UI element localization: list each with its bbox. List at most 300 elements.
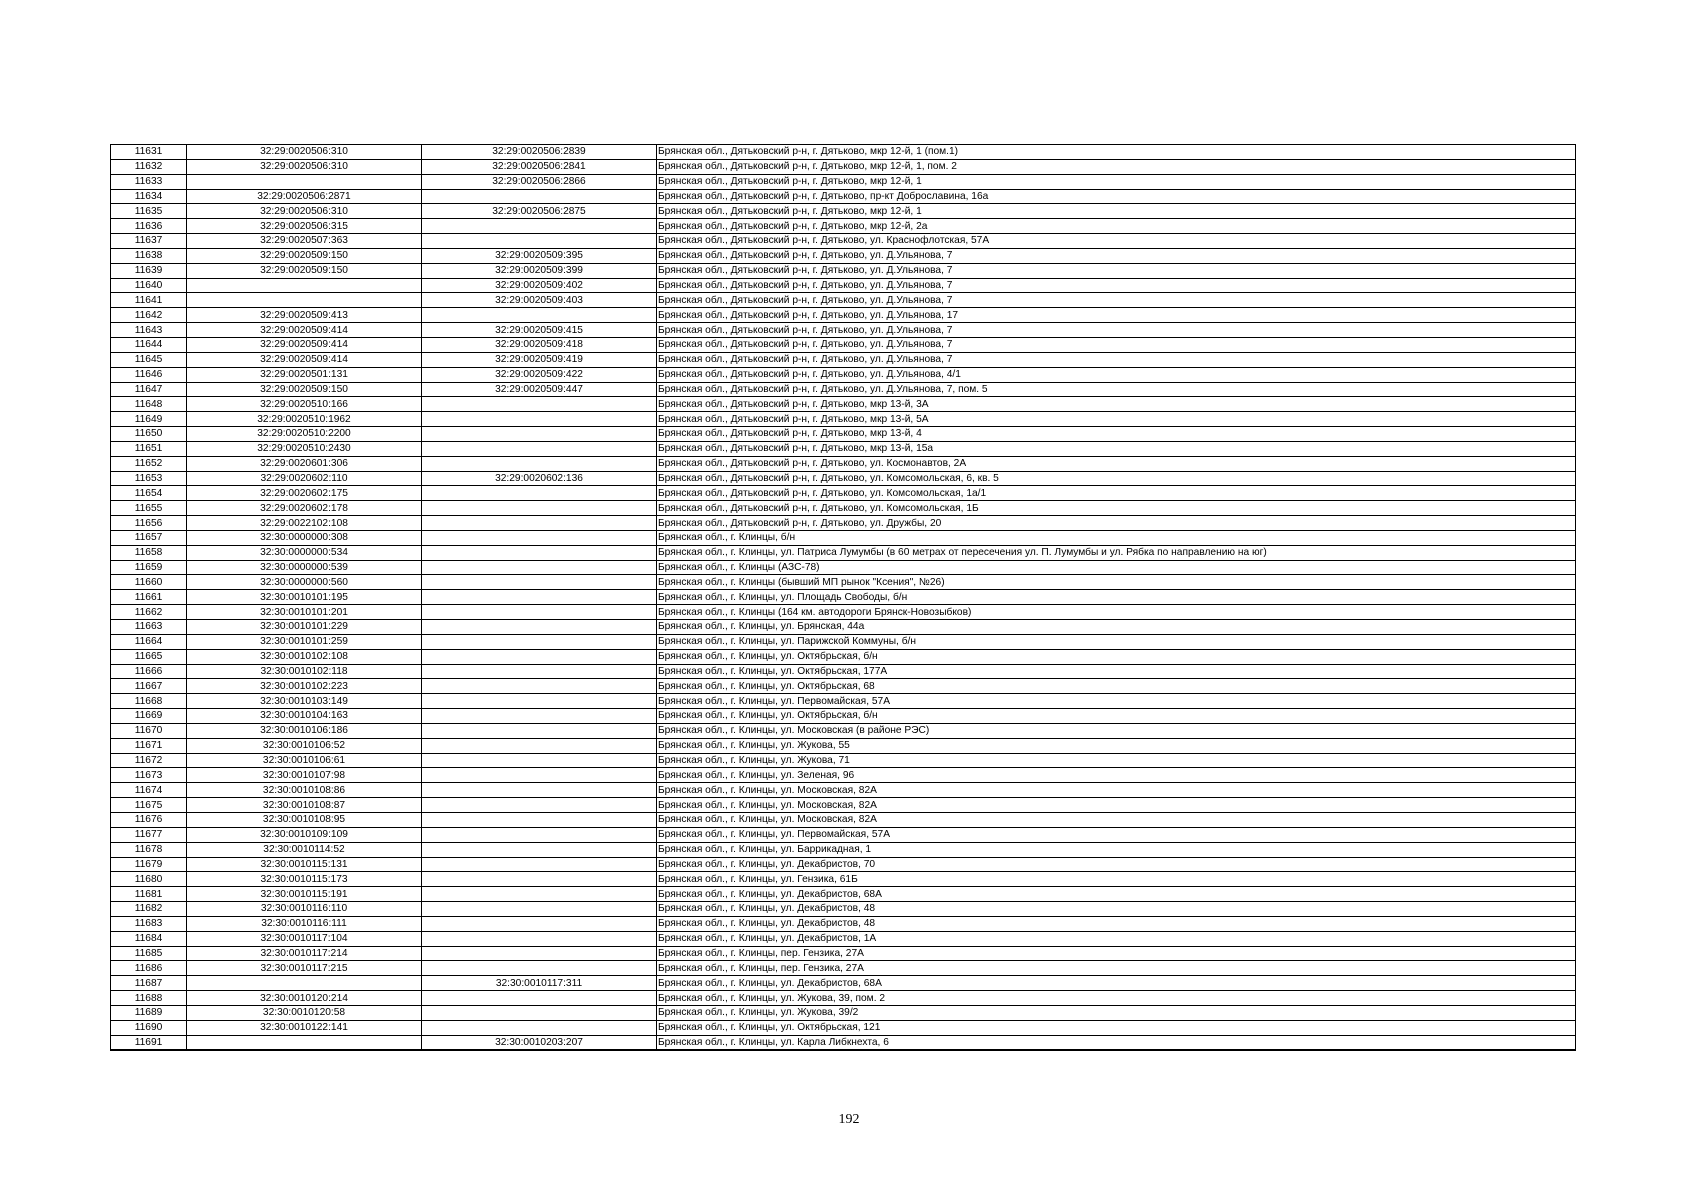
row-number-cell: 11661 [111,590,187,605]
parcel-cadastral-number-cell: 32:29:0020510:2430 [187,441,422,456]
parcel-cadastral-number-cell: 32:29:0020509:414 [187,337,422,352]
address-cell: Брянская обл., Дятьковский р-н, г. Дятьково, ул. Краснофлотская, 57А [657,234,1576,249]
row-number-cell: 11676 [111,812,187,827]
object-cadastral-number-cell [422,486,657,501]
row-number-cell: 11656 [111,516,187,531]
table-row [111,323,1576,338]
object-cadastral-number-cell [422,664,657,679]
address-cell: Брянская обл., Дятьковский р-н, г. Дятьково, мкр 12-й, 1 (пом.1) [657,145,1576,160]
table-row [111,530,1576,545]
object-cadastral-number-cell [422,694,657,709]
address-cell: Брянская обл., г. Клинцы, ул. Декабристов, 68А [657,887,1576,902]
object-cadastral-number-cell: 32:30:0010203:207 [422,1035,657,1050]
object-cadastral-number-cell [422,827,657,842]
address-cell: Брянская обл., г. Клинцы, ул. Октябрьская, 177А [657,664,1576,679]
row-number-cell: 11644 [111,337,187,352]
parcel-cadastral-number-cell: 32:29:0020506:2871 [187,189,422,204]
address-cell: Брянская обл., г. Клинцы, ул. Московская, 82А [657,798,1576,813]
address-cell: Брянская обл., Дятьковский р-н, г. Дятьково, мкр 13-й, 3А [657,397,1576,412]
row-number-cell: 11680 [111,872,187,887]
row-number-cell: 11636 [111,219,187,234]
row-number-cell: 11652 [111,456,187,471]
parcel-cadastral-number-cell: 32:30:0010104:163 [187,709,422,724]
table-row [111,174,1576,189]
table-row [111,248,1576,263]
table-row [111,649,1576,664]
address-cell: Брянская обл., Дятьковский р-н, г. Дятьково, мкр 13-й, 15а [657,441,1576,456]
table-row [111,946,1576,961]
address-cell: Брянская обл., г. Клинцы, ул. Патриса Лумумбы (в 60 метрах от пересечения ул. П. Лумумбы и ул. Рябка по направлению на юг) [657,545,1576,560]
row-number-cell: 11681 [111,887,187,902]
row-number-cell: 11671 [111,738,187,753]
parcel-cadastral-number-cell: 32:30:0010106:52 [187,738,422,753]
table-row [111,234,1576,249]
object-cadastral-number-cell [422,427,657,442]
object-cadastral-number-cell [422,441,657,456]
table-row [111,456,1576,471]
row-number-cell: 11640 [111,278,187,293]
table-row [111,441,1576,456]
table-row [111,827,1576,842]
address-cell: Брянская обл., г. Клинцы, ул. Жукова, 55 [657,738,1576,753]
parcel-cadastral-number-cell: 32:30:0010115:173 [187,872,422,887]
parcel-cadastral-number-cell: 32:30:0010117:215 [187,961,422,976]
parcel-cadastral-number-cell [187,293,422,308]
parcel-cadastral-number-cell: 32:29:0020510:1962 [187,412,422,427]
row-number-cell: 11633 [111,174,187,189]
parcel-cadastral-number-cell: 32:29:0022102:108 [187,516,422,531]
address-cell: Брянская обл., г. Клинцы, ул. Московская (в районе РЭС) [657,723,1576,738]
object-cadastral-number-cell [422,545,657,560]
object-cadastral-number-cell: 32:29:0020509:415 [422,323,657,338]
address-cell: Брянская обл., г. Клинцы, ул. Первомайская, 57А [657,694,1576,709]
object-cadastral-number-cell: 32:29:0020506:2841 [422,159,657,174]
row-number-cell: 11635 [111,204,187,219]
table-row [111,1020,1576,1035]
table-row [111,753,1576,768]
row-number-cell: 11689 [111,1005,187,1020]
object-cadastral-number-cell [422,219,657,234]
table-row [111,931,1576,946]
table-row [111,664,1576,679]
parcel-cadastral-number-cell: 32:29:0020509:150 [187,263,422,278]
object-cadastral-number-cell: 32:29:0020509:395 [422,248,657,263]
address-cell: Брянская обл., г. Клинцы, ул. Октябрьская, б/н [657,709,1576,724]
row-number-cell: 11631 [111,145,187,160]
object-cadastral-number-cell: 32:29:0020602:136 [422,471,657,486]
parcel-cadastral-number-cell: 32:30:0010106:186 [187,723,422,738]
parcel-cadastral-number-cell: 32:29:0020509:150 [187,248,422,263]
parcel-cadastral-number-cell: 32:30:0010101:259 [187,634,422,649]
table-row [111,916,1576,931]
parcel-cadastral-number-cell [187,1035,422,1050]
object-cadastral-number-cell [422,842,657,857]
parcel-cadastral-number-cell: 32:30:0010115:191 [187,887,422,902]
object-cadastral-number-cell: 32:29:0020509:419 [422,352,657,367]
address-cell: Брянская обл., Дятьковский р-н, г. Дятьково, ул. Д.Ульянова, 7 [657,278,1576,293]
parcel-cadastral-number-cell: 32:30:0010108:95 [187,812,422,827]
address-cell: Брянская обл., г. Клинцы, ул. Площадь Свободы, б/н [657,590,1576,605]
object-cadastral-number-cell [422,234,657,249]
row-number-cell: 11649 [111,412,187,427]
object-cadastral-number-cell [422,575,657,590]
address-cell: Брянская обл., г. Клинцы, ул. Первомайская, 57А [657,827,1576,842]
object-cadastral-number-cell [422,560,657,575]
table-row [111,308,1576,323]
row-number-cell: 11655 [111,501,187,516]
parcel-cadastral-number-cell: 32:30:0010108:86 [187,783,422,798]
table-row [111,1005,1576,1020]
table-row [111,278,1576,293]
table-row [111,961,1576,976]
object-cadastral-number-cell [422,991,657,1006]
object-cadastral-number-cell [422,738,657,753]
table-row [111,367,1576,382]
parcel-cadastral-number-cell: 32:29:0020506:310 [187,159,422,174]
object-cadastral-number-cell [422,590,657,605]
table-row [111,620,1576,635]
object-cadastral-number-cell: 32:29:0020506:2839 [422,145,657,160]
table-row [111,605,1576,620]
table-row [111,471,1576,486]
address-cell: Брянская обл., г. Клинцы, пер. Гензика, 27А [657,961,1576,976]
object-cadastral-number-cell [422,961,657,976]
object-cadastral-number-cell [422,501,657,516]
object-cadastral-number-cell [422,946,657,961]
row-number-cell: 11650 [111,427,187,442]
address-cell: Брянская обл., г. Клинцы, ул. Декабристов, 1А [657,931,1576,946]
address-cell: Брянская обл., г. Клинцы, ул. Декабристов, 48 [657,916,1576,931]
object-cadastral-number-cell [422,902,657,917]
object-cadastral-number-cell [422,397,657,412]
row-number-cell: 11679 [111,857,187,872]
address-cell: Брянская обл., г. Клинцы, ул. Октябрьская, б/н [657,649,1576,664]
address-cell: Брянская обл., г. Клинцы, ул. Декабристов, 48 [657,902,1576,917]
table-row [111,516,1576,531]
object-cadastral-number-cell [422,412,657,427]
address-cell: Брянская обл., г. Клинцы (бывший МП рынок "Ксения", №26) [657,575,1576,590]
row-number-cell: 11674 [111,783,187,798]
table-row [111,560,1576,575]
row-number-cell: 11663 [111,620,187,635]
parcel-cadastral-number-cell [187,976,422,991]
parcel-cadastral-number-cell: 32:29:0020602:110 [187,471,422,486]
address-cell: Брянская обл., г. Клинцы, ул. Декабристов, 68А [657,976,1576,991]
table-row [111,501,1576,516]
object-cadastral-number-cell [422,916,657,931]
object-cadastral-number-cell: 32:29:0020509:418 [422,337,657,352]
row-number-cell: 11691 [111,1035,187,1050]
address-cell: Брянская обл., Дятьковский р-н, г. Дятьково, ул. Комсомольская, 6, кв. 5 [657,471,1576,486]
row-number-cell: 11669 [111,709,187,724]
address-cell: Брянская обл., Дятьковский р-н, г. Дятьково, ул. Д.Ульянова, 7 [657,337,1576,352]
row-number-cell: 11678 [111,842,187,857]
address-cell: Брянская обл., г. Клинцы, ул. Октябрьская, 121 [657,1020,1576,1035]
address-cell: Брянская обл., г. Клинцы, пер. Гензика, 27А [657,946,1576,961]
address-cell: Брянская обл., Дятьковский р-н, г. Дятьково, ул. Д.Ульянова, 7, пом. 5 [657,382,1576,397]
parcel-cadastral-number-cell: 32:30:0010114:52 [187,842,422,857]
row-number-cell: 11672 [111,753,187,768]
row-number-cell: 11664 [111,634,187,649]
table-row [111,768,1576,783]
row-number-cell: 11667 [111,679,187,694]
table-row [111,397,1576,412]
address-cell: Брянская обл., г. Клинцы (164 км. автодороги Брянск-Новозыбков) [657,605,1576,620]
table-row [111,798,1576,813]
object-cadastral-number-cell [422,1020,657,1035]
table-row [111,412,1576,427]
address-cell: Брянская обл., г. Клинцы, ул. Баррикадная, 1 [657,842,1576,857]
address-cell: Брянская обл., г. Клинцы, ул. Парижской Коммуны, б/н [657,634,1576,649]
address-cell: Брянская обл., Дятьковский р-н, г. Дятьково, ул. Космонавтов, 2А [657,456,1576,471]
object-cadastral-number-cell [422,709,657,724]
table-row [111,159,1576,174]
row-number-cell: 11668 [111,694,187,709]
address-cell: Брянская обл., Дятьковский р-н, г. Дятьково, ул. Д.Ульянова, 7 [657,263,1576,278]
address-cell: Брянская обл., Дятьковский р-н, г. Дятьково, ул. Д.Ульянова, 4/1 [657,367,1576,382]
row-number-cell: 11647 [111,382,187,397]
row-number-cell: 11632 [111,159,187,174]
address-cell: Брянская обл., Дятьковский р-н, г. Дятьково, ул. Комсомольская, 1а/1 [657,486,1576,501]
address-cell: Брянская обл., Дятьковский р-н, г. Дятьково, пр-кт Доброславина, 16а [657,189,1576,204]
object-cadastral-number-cell [422,530,657,545]
parcel-cadastral-number-cell: 32:30:0010122:141 [187,1020,422,1035]
row-number-cell: 11639 [111,263,187,278]
row-number-cell: 11675 [111,798,187,813]
row-number-cell: 11684 [111,931,187,946]
address-cell: Брянская обл., г. Клинцы, ул. Октябрьская, 68 [657,679,1576,694]
address-cell: Брянская обл., г. Клинцы, ул. Жукова, 39/2 [657,1005,1576,1020]
row-number-cell: 11646 [111,367,187,382]
address-cell: Брянская обл., Дятьковский р-н, г. Дятьково, ул. Д.Ульянова, 7 [657,352,1576,367]
parcel-cadastral-number-cell: 32:30:0010102:118 [187,664,422,679]
table-row [111,872,1576,887]
parcel-cadastral-number-cell: 32:29:0020509:150 [187,382,422,397]
parcel-cadastral-number-cell [187,174,422,189]
row-number-cell: 11634 [111,189,187,204]
address-cell: Брянская обл., г. Клинцы, ул. Гензика, 61Б [657,872,1576,887]
row-number-cell: 11685 [111,946,187,961]
address-cell: Брянская обл., Дятьковский р-н, г. Дятьково, мкр 12-й, 1 [657,174,1576,189]
object-cadastral-number-cell: 32:29:0020509:403 [422,293,657,308]
object-cadastral-number-cell [422,308,657,323]
parcel-cadastral-number-cell: 32:30:0000000:534 [187,545,422,560]
row-number-cell: 11648 [111,397,187,412]
parcel-cadastral-number-cell: 32:30:0010116:110 [187,902,422,917]
parcel-cadastral-number-cell: 32:30:0010120:58 [187,1005,422,1020]
table-row [111,634,1576,649]
table-row [111,590,1576,605]
parcel-cadastral-number-cell: 32:29:0020506:310 [187,145,422,160]
table-row [111,189,1576,204]
parcel-cadastral-number-cell: 32:30:0010103:149 [187,694,422,709]
table-row [111,709,1576,724]
address-cell: Брянская обл., г. Клинцы, ул. Брянская, 44а [657,620,1576,635]
table-row [111,694,1576,709]
object-cadastral-number-cell [422,887,657,902]
object-cadastral-number-cell [422,679,657,694]
row-number-cell: 11688 [111,991,187,1006]
object-cadastral-number-cell [422,620,657,635]
parcel-cadastral-number-cell: 32:30:0010109:109 [187,827,422,842]
parcel-cadastral-number-cell: 32:29:0020510:2200 [187,427,422,442]
row-number-cell: 11677 [111,827,187,842]
row-number-cell: 11690 [111,1020,187,1035]
row-number-cell: 11658 [111,545,187,560]
object-cadastral-number-cell [422,516,657,531]
parcel-cadastral-number-cell: 32:29:0020509:414 [187,352,422,367]
page-number: 192 [838,1112,860,1127]
object-cadastral-number-cell [422,768,657,783]
row-number-cell: 11670 [111,723,187,738]
table-row [111,1035,1576,1050]
object-cadastral-number-cell [422,649,657,664]
address-cell: Брянская обл., г. Клинцы, ул. Карла Либкнехта, 6 [657,1035,1576,1050]
table-row [111,991,1576,1006]
parcel-cadastral-number-cell [187,278,422,293]
table-row [111,545,1576,560]
parcel-cadastral-number-cell: 32:29:0020602:175 [187,486,422,501]
parcel-cadastral-number-cell: 32:30:0010115:131 [187,857,422,872]
table-row [111,352,1576,367]
object-cadastral-number-cell [422,753,657,768]
table-row [111,887,1576,902]
table-row [111,263,1576,278]
parcel-cadastral-number-cell: 32:29:0020601:306 [187,456,422,471]
row-number-cell: 11645 [111,352,187,367]
parcel-cadastral-number-cell: 32:29:0020501:131 [187,367,422,382]
parcel-cadastral-number-cell: 32:30:0000000:308 [187,530,422,545]
parcel-cadastral-number-cell: 32:30:0010101:195 [187,590,422,605]
row-number-cell: 11641 [111,293,187,308]
table-row [111,575,1576,590]
object-cadastral-number-cell: 32:30:0010117:311 [422,976,657,991]
object-cadastral-number-cell [422,456,657,471]
parcel-cadastral-number-cell: 32:29:0020509:413 [187,308,422,323]
address-cell: Брянская обл., Дятьковский р-н, г. Дятьково, мкр 12-й, 1 [657,204,1576,219]
address-cell: Брянская обл., г. Клинцы, ул. Зеленая, 96 [657,768,1576,783]
parcel-cadastral-number-cell: 32:30:0000000:560 [187,575,422,590]
address-cell: Брянская обл., Дятьковский р-н, г. Дятьково, мкр 13-й, 5А [657,412,1576,427]
object-cadastral-number-cell [422,634,657,649]
table-row [111,382,1576,397]
object-cadastral-number-cell [422,783,657,798]
registry-table-body [111,145,1576,1051]
table-row [111,976,1576,991]
table-row [111,204,1576,219]
table-row [111,679,1576,694]
address-cell: Брянская обл., г. Клинцы, ул. Жукова, 39, пом. 2 [657,991,1576,1006]
parcel-cadastral-number-cell: 32:30:0010102:223 [187,679,422,694]
object-cadastral-number-cell [422,931,657,946]
row-number-cell: 11682 [111,902,187,917]
parcel-cadastral-number-cell: 32:29:0020509:414 [187,323,422,338]
address-cell: Брянская обл., Дятьковский р-н, г. Дятьково, мкр 13-й, 4 [657,427,1576,442]
parcel-cadastral-number-cell: 32:30:0010101:201 [187,605,422,620]
parcel-cadastral-number-cell: 32:29:0020510:166 [187,397,422,412]
parcel-cadastral-number-cell: 32:30:0010120:214 [187,991,422,1006]
table-row [111,783,1576,798]
address-cell: Брянская обл., Дятьковский р-н, г. Дятьково, ул. Комсомольская, 1Б [657,501,1576,516]
parcel-cadastral-number-cell: 32:30:0010108:87 [187,798,422,813]
table-row [111,293,1576,308]
address-cell: Брянская обл., Дятьковский р-н, г. Дятьково, ул. Дружбы, 20 [657,516,1576,531]
object-cadastral-number-cell: 32:29:0020506:2875 [422,204,657,219]
address-cell: Брянская обл., г. Клинцы, б/н [657,530,1576,545]
row-number-cell: 11638 [111,248,187,263]
table-row [111,812,1576,827]
row-number-cell: 11654 [111,486,187,501]
table-row [111,427,1576,442]
parcel-cadastral-number-cell: 32:30:0010101:229 [187,620,422,635]
object-cadastral-number-cell [422,812,657,827]
row-number-cell: 11686 [111,961,187,976]
table-row [111,842,1576,857]
table-row [111,902,1576,917]
row-number-cell: 11660 [111,575,187,590]
object-cadastral-number-cell [422,605,657,620]
table-row [111,857,1576,872]
row-number-cell: 11651 [111,441,187,456]
object-cadastral-number-cell: 32:29:0020509:422 [422,367,657,382]
address-cell: Брянская обл., г. Клинцы, ул. Московская, 82А [657,783,1576,798]
row-number-cell: 11657 [111,530,187,545]
address-cell: Брянская обл., г. Клинцы (АЗС-78) [657,560,1576,575]
parcel-cadastral-number-cell: 32:30:0010117:104 [187,931,422,946]
table-row [111,145,1576,160]
object-cadastral-number-cell: 32:29:0020509:399 [422,263,657,278]
object-cadastral-number-cell [422,723,657,738]
address-cell: Брянская обл., Дятьковский р-н, г. Дятьково, ул. Д.Ульянова, 7 [657,248,1576,263]
parcel-cadastral-number-cell: 32:30:0010117:214 [187,946,422,961]
object-cadastral-number-cell [422,1005,657,1020]
parcel-cadastral-number-cell: 32:29:0020602:178 [187,501,422,516]
address-cell: Брянская обл., Дятьковский р-н, г. Дятьково, мкр 12-й, 1, пом. 2 [657,159,1576,174]
registry-table [110,144,1576,1051]
parcel-cadastral-number-cell: 32:30:0010107:98 [187,768,422,783]
parcel-cadastral-number-cell: 32:29:0020507:363 [187,234,422,249]
row-number-cell: 11659 [111,560,187,575]
table-row [111,486,1576,501]
object-cadastral-number-cell [422,857,657,872]
address-cell: Брянская обл., Дятьковский р-н, г. Дятьково, ул. Д.Ульянова, 17 [657,308,1576,323]
row-number-cell: 11673 [111,768,187,783]
parcel-cadastral-number-cell: 32:30:0010116:111 [187,916,422,931]
parcel-cadastral-number-cell: 32:29:0020506:315 [187,219,422,234]
parcel-cadastral-number-cell: 32:29:0020506:310 [187,204,422,219]
row-number-cell: 11665 [111,649,187,664]
object-cadastral-number-cell: 32:29:0020509:447 [422,382,657,397]
row-number-cell: 11637 [111,234,187,249]
object-cadastral-number-cell [422,798,657,813]
row-number-cell: 11687 [111,976,187,991]
parcel-cadastral-number-cell: 32:30:0010106:61 [187,753,422,768]
address-cell: Брянская обл., Дятьковский р-н, г. Дятьково, мкр 12-й, 2а [657,219,1576,234]
row-number-cell: 11642 [111,308,187,323]
address-cell: Брянская обл., г. Клинцы, ул. Декабристов, 70 [657,857,1576,872]
row-number-cell: 11653 [111,471,187,486]
address-cell: Брянская обл., г. Клинцы, ул. Жукова, 71 [657,753,1576,768]
table-row [111,219,1576,234]
address-cell: Брянская обл., г. Клинцы, ул. Московская, 82А [657,812,1576,827]
parcel-cadastral-number-cell: 32:30:0010102:108 [187,649,422,664]
object-cadastral-number-cell [422,189,657,204]
row-number-cell: 11643 [111,323,187,338]
row-number-cell: 11683 [111,916,187,931]
object-cadastral-number-cell [422,872,657,887]
row-number-cell: 11666 [111,664,187,679]
object-cadastral-number-cell: 32:29:0020506:2866 [422,174,657,189]
